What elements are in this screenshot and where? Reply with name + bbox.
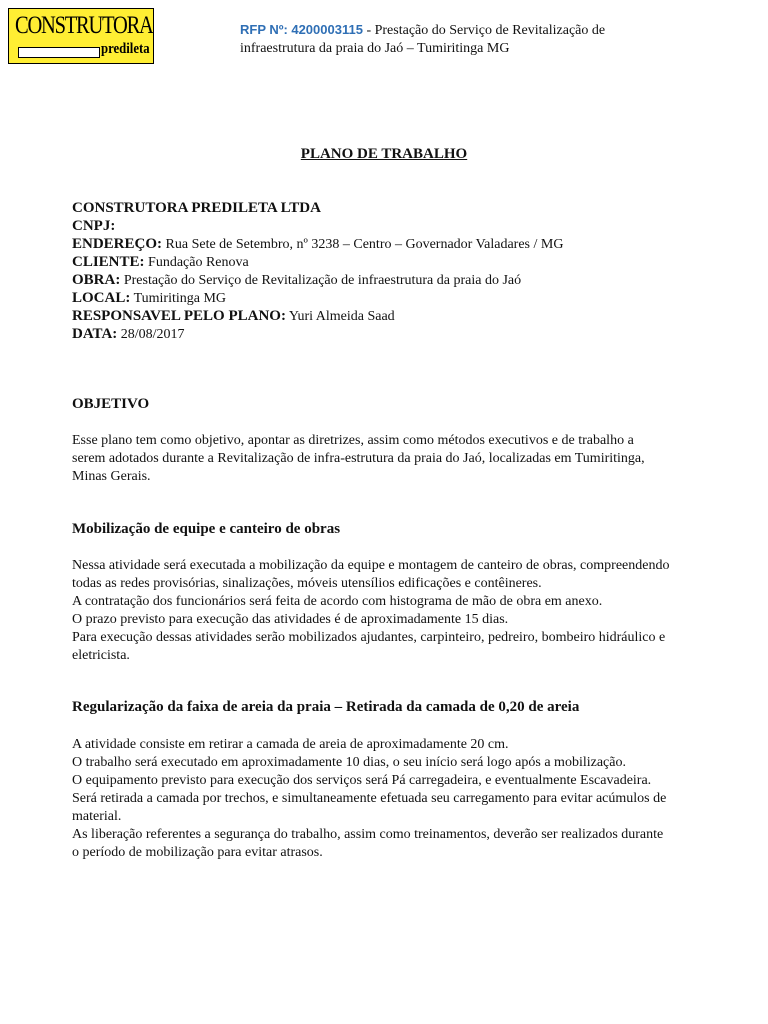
paragraph-line: Será retirada a camada por trechos, e simultaneamente efetuada seu carregamento para evitar acúmulos de: [72, 791, 667, 806]
info-label: CONSTRUTORA PREDILETA LTDA: [72, 200, 321, 216]
info-value: Yuri Almeida Saad: [285, 309, 395, 324]
info-value: Fundação Renova: [144, 255, 249, 270]
section-body-objetivo: [72, 432, 722, 486]
paragraph-line: todas as redes provisórias, sinalizações, móveis utensílios edificações e contêineres.: [72, 576, 542, 591]
section-body-mobilizacao: [72, 557, 722, 665]
paragraph-line: As liberação referentes a segurança do trabalho, assim como treinamentos, deverão ser realizados durante: [72, 827, 664, 842]
info-line-company: [72, 199, 712, 217]
rfp-number: 4200003115: [291, 22, 363, 37]
info-line-cliente: [72, 253, 712, 271]
info-line-obra: [72, 271, 712, 289]
info-value: Rua Sete de Setembro, nº 3238 – Centro – Governador Valadares / MG: [162, 237, 564, 252]
logo-text-predileta: predileta: [101, 41, 150, 57]
info-label: ENDEREÇO:: [72, 236, 163, 252]
info-line-cnpj: [72, 217, 712, 235]
paragraph-line: O equipamento previsto para execução dos serviços será Pá carregadeira, e eventualmente Escavadeira.: [72, 773, 652, 788]
info-label: OBRA:: [72, 272, 121, 288]
rfp-label: RFP Nº:: [240, 22, 288, 37]
info-line-endereco: [72, 235, 712, 253]
info-value: Tumiritinga MG: [130, 291, 227, 306]
info-line-local: [72, 289, 712, 307]
paragraph-line: A atividade consiste em retirar a camada de areia de aproximadamente 20 cm.: [72, 737, 509, 752]
paragraph-line: o período de mobilização para evitar atrasos.: [72, 845, 323, 860]
info-line-responsavel: [72, 307, 712, 325]
logo-text-construtora: CONSTRUTORA: [15, 12, 153, 39]
info-label: DATA:: [72, 326, 118, 342]
section-body-regularizacao: [72, 736, 722, 862]
rfp-description-line2: infraestrutura da praia do Jaó – Tumiritinga MG: [240, 41, 510, 56]
section-heading-objetivo: OBJETIVO: [72, 396, 150, 412]
info-label: CLIENTE:: [72, 254, 145, 270]
document-title: PLANO DE TRABALHO: [300, 146, 468, 162]
paragraph-line: serem adotados durante a Revitalização de infra-estrutura da praia do Jaó, localizadas em Tumiritinga,: [72, 451, 645, 466]
company-logo: [8, 8, 154, 64]
section-heading-regularizacao: Regularização da faixa de areia da praia – Retirada da camada de 0,20 de areia: [72, 699, 580, 715]
rfp-header: [240, 21, 710, 58]
paragraph-line: Minas Gerais.: [72, 469, 151, 484]
rfp-description-line1: - Prestação do Serviço de Revitalização de: [362, 23, 606, 38]
paragraph-line: Nessa atividade será executada a mobilização da equipe e montagem de canteiro de obras, compreendendo: [72, 558, 670, 573]
paragraph-line: Esse plano tem como objetivo, apontar as diretrizes, assim como métodos executivos e de trabalho a: [72, 433, 634, 448]
paragraph-line: eletricista.: [72, 648, 130, 663]
paragraph-line: O trabalho será executado em aproximadamente 10 dias, o seu início será logo após a mobilização.: [72, 755, 626, 770]
info-label: LOCAL:: [72, 290, 131, 306]
paragraph-line: A contratação dos funcionários será feita de acordo com histograma de mão de obra em anexo.: [72, 594, 603, 609]
paragraph-line: Para execução dessas atividades serão mobilizados ajudantes, carpinteiro, pedreiro, bombeiro hidráulico e: [72, 630, 666, 645]
logo-white-bar: [18, 47, 100, 58]
info-value: Prestação do Serviço de Revitalização de infraestrutura da praia do Jaó: [120, 273, 522, 288]
info-label: RESPONSAVEL PELO PLANO:: [72, 308, 286, 324]
paragraph-line: O prazo previsto para execução das atividades é de aproximadamente 15 dias.: [72, 612, 509, 627]
info-value: 28/08/2017: [117, 327, 185, 342]
paragraph-line: material.: [72, 809, 122, 824]
company-info-block: [72, 199, 712, 343]
info-label: CNPJ:: [72, 218, 116, 234]
info-line-data: [72, 325, 712, 343]
section-heading-mobilizacao: Mobilização de equipe e canteiro de obras: [72, 521, 341, 537]
